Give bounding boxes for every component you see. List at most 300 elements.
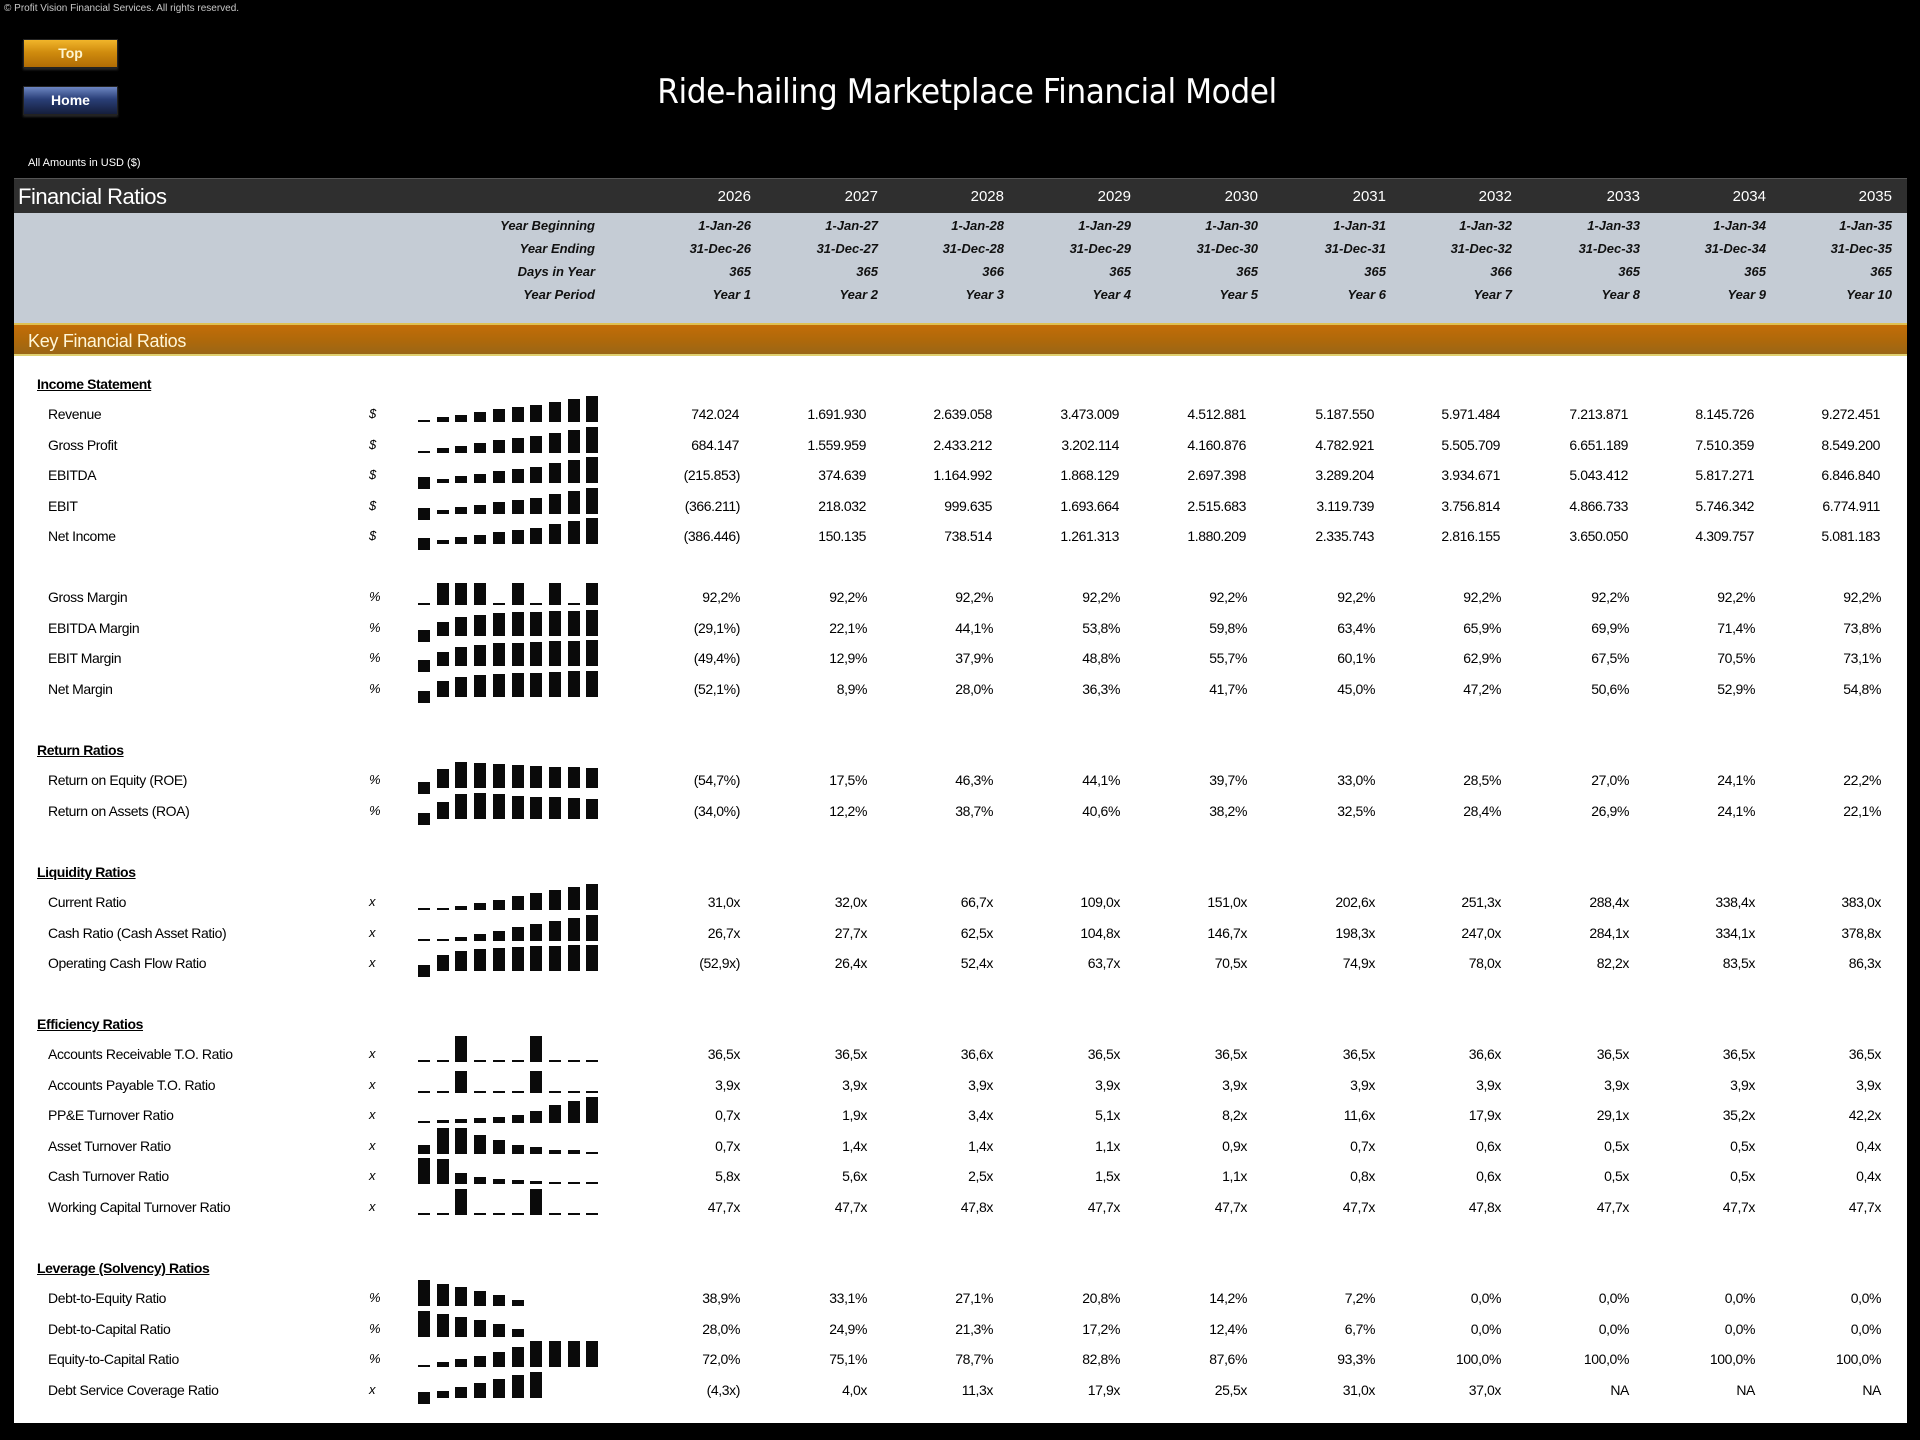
sparkline-bar: [530, 1036, 542, 1062]
sparkline-bar: [512, 583, 524, 605]
value-ebitda-margin-2027: 22,1%: [829, 619, 867, 636]
value-net-margin-2027: 8,9%: [836, 680, 867, 697]
value-ebitda-margin-2031: 63,4%: [1337, 619, 1375, 636]
value-gross-margin-2035: 92,2%: [1843, 589, 1881, 605]
row-label-ebit: EBIT: [48, 497, 78, 514]
sparkline-bar: [455, 762, 467, 788]
sparkline-bar: [455, 1317, 467, 1337]
sparkline-bar: [512, 407, 524, 422]
value-accounts-payable-t-o-ratio-2030: 3,9x: [1222, 1076, 1247, 1093]
value-debt-service-coverage-ratio-2031: 31,0x: [1342, 1381, 1375, 1398]
sparkline-bar: [568, 887, 580, 910]
value-accounts-receivable-t-o-ratio-2033: 36,5x: [1596, 1046, 1629, 1062]
sparkline-bar: [512, 530, 524, 544]
value-debt-to-capital-ratio-2029: 17,2%: [1082, 1320, 1120, 1337]
value-ebitda-2033: 5.043.412: [1569, 467, 1628, 483]
value-return-on-equity-roe-2030: 39,7%: [1209, 772, 1247, 788]
sparkline-bar: [530, 946, 542, 971]
value-ebit-margin-2031: 60,1%: [1337, 650, 1375, 666]
value-cash-turnover-ratio-2027: 5,6x: [842, 1168, 867, 1184]
sparkline-bar: [568, 641, 580, 666]
value-current-ratio-2028: 66,7x: [960, 894, 993, 910]
sparkline-bar: [474, 615, 486, 636]
sparkline-bar: [455, 647, 467, 666]
sparkline-bar: [586, 915, 598, 941]
sparkline-bar: [474, 1320, 486, 1337]
sparkline-bar: [437, 939, 449, 941]
value-ebit-2032: 3.756.814: [1441, 497, 1500, 514]
meta-days-in-year-cell: 365: [1870, 264, 1892, 279]
value-accounts-receivable-t-o-ratio-2026: 36,5x: [707, 1046, 740, 1062]
value-equity-to-capital-ratio-2030: 87,6%: [1209, 1351, 1247, 1367]
meta-year-ending-cell: 31-Dec-32: [1450, 241, 1512, 256]
value-return-on-assets-roa-2029: 40,6%: [1082, 802, 1120, 819]
value-revenue-2034: 8.145.726: [1695, 406, 1754, 422]
sparkline-bar: [418, 1060, 430, 1062]
sparkline-bar: [586, 1091, 598, 1093]
meta-label-year-period: Year Period: [523, 287, 595, 302]
sparkline-bar: [568, 521, 580, 544]
value-accounts-payable-t-o-ratio-2031: 3,9x: [1350, 1076, 1375, 1093]
unit-current-ratio: x: [369, 894, 376, 909]
value-gross-margin-2026: 92,2%: [702, 589, 740, 605]
meta-year-ending-cell: 31-Dec-27: [816, 241, 878, 256]
value-current-ratio-2033: 288,4x: [1589, 894, 1629, 910]
sparkline-bar: [512, 500, 524, 514]
sparkline-bar: [418, 908, 430, 910]
value-accounts-payable-t-o-ratio-2032: 3,9x: [1476, 1076, 1501, 1093]
value-ebitda-2034: 5.817.271: [1695, 467, 1754, 483]
value-debt-to-capital-ratio-2027: 24,9%: [829, 1320, 867, 1337]
value-working-capital-turnover-ratio-2034: 47,7x: [1722, 1198, 1755, 1215]
value-working-capital-turnover-ratio-2030: 47,7x: [1214, 1198, 1247, 1215]
meta-year-period-cell: Year 6: [1347, 287, 1386, 302]
year-header-2035: 2035: [1858, 188, 1892, 205]
value-debt-service-coverage-ratio-2034: NA: [1736, 1381, 1755, 1398]
sparkline-bar: [418, 1365, 430, 1367]
unit-ebit: $: [369, 497, 377, 513]
unit-cash-turnover-ratio: x: [369, 1168, 376, 1183]
sparkline-bar: [530, 893, 542, 910]
unit-debt-to-capital-ratio: %: [369, 1320, 381, 1336]
sparkline-bar: [530, 467, 542, 483]
sparkline-pp-e-turnover-ratio: [418, 1097, 600, 1123]
meta-year-period-cell: Year 3: [965, 287, 1004, 302]
value-debt-to-equity-ratio-2034: 0,0%: [1724, 1290, 1755, 1306]
sparkline-bar: [586, 1341, 598, 1367]
sparkline-bar: [474, 1118, 486, 1123]
sparkline-bar: [437, 1091, 449, 1093]
meta-year-period-cell: Year 5: [1219, 287, 1258, 302]
value-working-capital-turnover-ratio-2033: 47,7x: [1596, 1198, 1629, 1215]
sparkline-bar: [568, 918, 580, 941]
row-label-debt-service-coverage-ratio: Debt Service Coverage Ratio: [48, 1381, 219, 1398]
meta-year-beginning-cell: 1-Jan-30: [1205, 218, 1258, 233]
sparkline-bar: [493, 1295, 505, 1306]
value-ebitda-2027: 374.639: [818, 467, 866, 483]
value-return-on-assets-roa-2030: 38,2%: [1209, 802, 1247, 819]
meta-year-beginning-cell: 1-Jan-33: [1587, 218, 1640, 233]
value-ebitda-2030: 2.697.398: [1187, 467, 1246, 483]
sparkline-bar: [437, 1314, 449, 1337]
sparkline-bar: [493, 471, 505, 483]
sparkline-ebitda: [418, 457, 600, 483]
sparkline-bar: [418, 451, 430, 453]
unit-ebitda-margin: %: [369, 619, 381, 635]
value-asset-turnover-ratio-2032: 0,6x: [1476, 1137, 1501, 1154]
value-return-on-assets-roa-2032: 28,4%: [1463, 802, 1501, 819]
sparkline-bar: [586, 1060, 598, 1062]
sparkline-gross-margin: [418, 579, 600, 605]
meta-year-period-cell: Year 9: [1727, 287, 1766, 302]
value-asset-turnover-ratio-2026: 0,7x: [715, 1137, 740, 1154]
sparkline-bar: [530, 1372, 542, 1398]
meta-year-beginning-cell: 1-Jan-31: [1333, 218, 1386, 233]
meta-year-period-cell: Year 1: [712, 287, 751, 302]
sparkline-bar: [549, 1341, 561, 1367]
sparkline-bar: [493, 1213, 505, 1215]
sparkline-bar: [586, 457, 598, 483]
year-header-2032: 2032: [1478, 188, 1512, 205]
sparkline-bar: [568, 430, 580, 453]
sparkline-bar: [586, 671, 598, 697]
sparkline-bar: [530, 766, 542, 788]
sparkline-bar: [512, 1213, 524, 1215]
home-button[interactable]: Home: [23, 86, 118, 115]
value-debt-service-coverage-ratio-2035: NA: [1862, 1381, 1881, 1398]
value-return-on-equity-roe-2026: (54,7%): [693, 772, 740, 788]
sparkline-bar: [474, 1356, 486, 1367]
sparkline-bar: [568, 1341, 580, 1367]
sparkline-bar: [512, 643, 524, 666]
value-return-on-assets-roa-2031: 32,5%: [1337, 802, 1375, 819]
sparkline-bar: [549, 921, 561, 941]
sparkline-return-on-equity-roe: [418, 762, 600, 788]
unit-ebitda: $: [369, 467, 377, 482]
sparkline-bar: [530, 1189, 542, 1215]
value-debt-service-coverage-ratio-2027: 4,0x: [842, 1381, 867, 1398]
value-revenue-2026: 742.024: [691, 406, 739, 422]
value-net-margin-2028: 28,0%: [955, 680, 993, 697]
value-cash-ratio-cash-asset-ratio-2030: 146,7x: [1207, 924, 1247, 941]
sparkline-bar: [474, 583, 486, 605]
value-accounts-payable-t-o-ratio-2035: 3,9x: [1856, 1076, 1881, 1093]
value-ebitda-2035: 6.846.840: [1821, 467, 1880, 483]
sparkline-bar: [474, 1291, 486, 1306]
value-asset-turnover-ratio-2031: 0,7x: [1350, 1137, 1375, 1154]
value-net-income-2027: 150.135: [818, 528, 866, 544]
value-pp-e-turnover-ratio-2026: 0,7x: [715, 1107, 740, 1123]
meta-days-in-year-cell: 365: [1618, 264, 1640, 279]
value-current-ratio-2035: 383,0x: [1841, 894, 1881, 910]
value-gross-margin-2027: 92,2%: [829, 589, 867, 605]
sparkline-bar: [474, 1383, 486, 1398]
sparkline-bar: [549, 1060, 561, 1062]
sparkline-bar: [568, 798, 580, 819]
value-ebit-margin-2028: 37,9%: [955, 650, 993, 666]
sparkline-bar: [530, 1341, 542, 1367]
value-net-income-2035: 5.081.183: [1821, 528, 1880, 544]
sparkline-return-on-assets-roa: [418, 793, 600, 819]
value-ebitda-margin-2034: 71,4%: [1717, 619, 1755, 636]
value-ebitda-margin-2026: (29,1%): [693, 619, 740, 636]
sparkline-bar: [586, 1213, 598, 1215]
value-asset-turnover-ratio-2027: 1,4x: [842, 1137, 867, 1154]
sparkline-bar: [493, 764, 505, 788]
sparkline-bar: [474, 793, 486, 819]
sparkline-bar: [568, 399, 580, 422]
sparkline-bar: [474, 1135, 486, 1154]
value-pp-e-turnover-ratio-2035: 42,2x: [1848, 1107, 1881, 1123]
sparkline-bar: [493, 1117, 505, 1123]
value-cash-turnover-ratio-2031: 0,8x: [1350, 1168, 1375, 1184]
sparkline-bar: [455, 617, 467, 636]
meta-days-in-year-cell: 366: [982, 264, 1004, 279]
value-cash-turnover-ratio-2030: 1,1x: [1222, 1168, 1247, 1184]
value-current-ratio-2027: 32,0x: [834, 894, 867, 910]
value-cash-ratio-cash-asset-ratio-2028: 62,5x: [960, 924, 993, 941]
meta-year-period-cell: Year 7: [1473, 287, 1512, 302]
sparkline-debt-to-capital-ratio: [418, 1311, 600, 1337]
row-label-current-ratio: Current Ratio: [48, 894, 127, 910]
value-debt-to-capital-ratio-2031: 6,7%: [1344, 1320, 1375, 1337]
sparkline-bar: [586, 1152, 598, 1154]
value-return-on-equity-roe-2034: 24,1%: [1717, 772, 1755, 788]
sparkline-bar: [437, 479, 449, 483]
sparkline-bar: [530, 612, 542, 636]
value-return-on-assets-roa-2035: 22,1%: [1843, 802, 1881, 819]
value-gross-profit-2030: 4.160.876: [1187, 436, 1246, 453]
value-cash-ratio-cash-asset-ratio-2034: 334,1x: [1715, 924, 1755, 941]
value-net-margin-2030: 41,7%: [1209, 680, 1247, 697]
value-ebitda-2028: 1.164.992: [933, 467, 992, 483]
meta-days-in-year-cell: 365: [1109, 264, 1131, 279]
value-ebitda-margin-2028: 44,1%: [955, 619, 993, 636]
value-revenue-2027: 1.691.930: [807, 406, 866, 422]
value-debt-to-equity-ratio-2035: 0,0%: [1850, 1290, 1881, 1306]
sparkline-bar: [418, 965, 430, 977]
unit-net-margin: %: [369, 680, 381, 696]
value-cash-turnover-ratio-2033: 0,5x: [1604, 1168, 1629, 1184]
sparkline-bar: [455, 1287, 467, 1306]
value-ebit-2029: 1.693.664: [1060, 497, 1119, 514]
sparkline-bar: [586, 1097, 598, 1123]
sparkline-net-margin: [418, 671, 600, 697]
sparkline-bar: [568, 945, 580, 971]
value-working-capital-turnover-ratio-2028: 47,8x: [960, 1198, 993, 1215]
sparkline-bar: [549, 641, 561, 666]
value-net-margin-2029: 36,3%: [1082, 680, 1120, 697]
value-gross-profit-2035: 8.549.200: [1821, 436, 1880, 453]
value-ebitda-2031: 3.289.204: [1315, 467, 1374, 483]
meta-year-period-cell: Year 8: [1601, 287, 1640, 302]
sparkline-bar: [437, 681, 449, 697]
sparkline-bar: [530, 498, 542, 514]
value-ebit-margin-2030: 55,7%: [1209, 650, 1247, 666]
section-header-efficiency-ratios: Efficiency Ratios: [37, 1016, 144, 1032]
value-debt-to-capital-ratio-2033: 0,0%: [1598, 1320, 1629, 1337]
meta-year-ending-cell: 31-Dec-28: [942, 241, 1004, 256]
sparkline-bar: [530, 436, 542, 453]
sparkline-bar: [455, 906, 467, 910]
meta-year-period-cell: Year 2: [839, 287, 878, 302]
sparkline-bar: [474, 1091, 486, 1093]
sparkline-bar: [437, 1391, 449, 1398]
key-ratios-title: Key Financial Ratios: [28, 331, 187, 351]
sparkline-bar: [512, 896, 524, 910]
value-return-on-assets-roa-2028: 38,7%: [955, 802, 993, 819]
sparkline-bar: [512, 1060, 524, 1062]
sparkline-bar: [418, 1213, 430, 1215]
sparkline-bar: [568, 611, 580, 636]
value-asset-turnover-ratio-2033: 0,5x: [1604, 1137, 1629, 1154]
sparkline-bar: [493, 1352, 505, 1367]
sparkline-net-income: [418, 518, 600, 544]
meta-days-in-year-cell: 365: [1364, 264, 1386, 279]
sparkline-bar: [493, 613, 505, 636]
sparkline-bar: [530, 797, 542, 819]
value-cash-turnover-ratio-2034: 0,5x: [1730, 1168, 1755, 1184]
value-debt-to-equity-ratio-2029: 20,8%: [1082, 1290, 1120, 1306]
sparkline-bar: [437, 510, 449, 514]
sparkline-bar: [586, 427, 598, 453]
row-label-accounts-receivable-t-o-ratio: Accounts Receivable T.O. Ratio: [48, 1046, 233, 1062]
unit-return-on-assets-roa: %: [369, 802, 381, 818]
value-current-ratio-2034: 338,4x: [1715, 894, 1755, 910]
sparkline-ebit-margin: [418, 640, 600, 666]
value-return-on-assets-roa-2027: 12,2%: [829, 802, 867, 819]
sparkline-bar: [568, 1060, 580, 1062]
sparkline-bar: [493, 1140, 505, 1154]
sparkline-bar: [493, 948, 505, 971]
sparkline-bar: [437, 802, 449, 819]
section-header-income-statement: Income Statement: [37, 376, 152, 392]
top-button[interactable]: Top: [23, 39, 118, 68]
value-accounts-receivable-t-o-ratio-2027: 36,5x: [834, 1046, 867, 1062]
sparkline-bar: [586, 488, 598, 514]
value-debt-to-equity-ratio-2028: 27,1%: [955, 1290, 993, 1306]
value-gross-margin-2030: 92,2%: [1209, 589, 1247, 605]
value-cash-turnover-ratio-2028: 2,5x: [968, 1168, 993, 1184]
sparkline-bar: [493, 794, 505, 819]
meta-days-in-year-cell: 365: [1744, 264, 1766, 279]
value-working-capital-turnover-ratio-2035: 47,7x: [1848, 1198, 1881, 1215]
value-equity-to-capital-ratio-2032: 100,0%: [1455, 1351, 1501, 1367]
value-equity-to-capital-ratio-2026: 72,0%: [702, 1351, 740, 1367]
meta-year-ending-cell: 31-Dec-29: [1069, 241, 1131, 256]
value-pp-e-turnover-ratio-2029: 5,1x: [1095, 1107, 1120, 1123]
sparkline-bar: [568, 1213, 580, 1215]
meta-year-beginning-cell: 1-Jan-27: [825, 218, 878, 233]
value-net-income-2031: 2.335.743: [1315, 528, 1374, 544]
sparkline-bar: [493, 1179, 505, 1184]
value-gross-profit-2033: 6.651.189: [1569, 436, 1628, 453]
value-return-on-equity-roe-2031: 33,0%: [1337, 772, 1375, 788]
value-cash-ratio-cash-asset-ratio-2033: 284,1x: [1589, 924, 1629, 941]
section-header-leverage-solvency-ratios: Leverage (Solvency) Ratios: [37, 1260, 210, 1276]
sparkline-bar: [474, 903, 486, 910]
sparkline-bar: [568, 603, 580, 605]
sparkline-bar: [418, 691, 430, 703]
value-return-on-assets-roa-2026: (34,0%): [693, 802, 740, 819]
value-operating-cash-flow-ratio-2032: 78,0x: [1468, 955, 1501, 971]
sparkline-bar: [549, 494, 561, 514]
sparkline-bar: [512, 1180, 524, 1184]
value-ebitda-margin-2035: 73,8%: [1843, 619, 1881, 636]
sparkline-bar: [418, 1311, 430, 1337]
value-gross-margin-2031: 92,2%: [1337, 589, 1375, 605]
row-label-ebitda-margin: EBITDA Margin: [48, 619, 140, 636]
sparkline-bar: [568, 460, 580, 483]
unit-accounts-payable-t-o-ratio: x: [369, 1076, 376, 1092]
sparkline-bar: [549, 402, 561, 422]
value-ebit-margin-2035: 73,1%: [1843, 650, 1881, 666]
sparkline-bar: [512, 1115, 524, 1123]
value-cash-turnover-ratio-2029: 1,5x: [1095, 1168, 1120, 1184]
row-label-ebitda: EBITDA: [48, 467, 97, 483]
sparkline-bar: [530, 642, 542, 666]
sparkline-bar: [586, 640, 598, 666]
sparkline-bar: [493, 931, 505, 941]
year-header-2030: 2030: [1224, 188, 1258, 205]
value-working-capital-turnover-ratio-2032: 47,8x: [1468, 1198, 1501, 1215]
meta-year-beginning-cell: 1-Jan-29: [1078, 218, 1131, 233]
sparkline-bar: [455, 1359, 467, 1367]
value-current-ratio-2032: 251,3x: [1461, 894, 1501, 910]
sparkline-bar: [437, 1284, 449, 1306]
value-net-income-2034: 4.309.757: [1695, 528, 1754, 544]
sparkline-bar: [512, 1347, 524, 1367]
sparkline-bar: [512, 1329, 524, 1337]
sparkline-ebit: [418, 488, 600, 514]
sparkline-bar: [455, 537, 467, 544]
sparkline-bar: [586, 1182, 598, 1184]
value-revenue-2033: 7.213.871: [1569, 406, 1628, 422]
value-gross-profit-2028: 2.433.212: [933, 436, 992, 453]
sparkline-bar: [474, 949, 486, 971]
value-revenue-2030: 4.512.881: [1187, 406, 1246, 422]
value-gross-profit-2031: 4.782.921: [1315, 436, 1374, 453]
value-revenue-2028: 2.639.058: [933, 406, 992, 422]
sparkline-bar: [418, 939, 430, 941]
meta-year-period-cell: Year 4: [1092, 287, 1131, 302]
value-working-capital-turnover-ratio-2031: 47,7x: [1342, 1198, 1375, 1215]
row-label-asset-turnover-ratio: Asset Turnover Ratio: [48, 1137, 171, 1154]
sparkline-bar: [530, 1147, 542, 1154]
row-label-accounts-payable-t-o-ratio: Accounts Payable T.O. Ratio: [48, 1076, 216, 1093]
meta-year-ending-cell: 31-Dec-34: [1704, 241, 1766, 256]
sparkline-debt-to-equity-ratio: [418, 1280, 600, 1306]
value-return-on-equity-roe-2033: 27,0%: [1591, 772, 1629, 788]
sparkline-bar: [474, 1177, 486, 1184]
sparkline-bar: [493, 1060, 505, 1062]
value-operating-cash-flow-ratio-2029: 63,7x: [1087, 955, 1120, 971]
sparkline-bar: [437, 448, 449, 453]
sparkline-bar: [455, 1119, 467, 1123]
sparkline-bar: [493, 603, 505, 605]
row-label-equity-to-capital-ratio: Equity-to-Capital Ratio: [48, 1351, 179, 1367]
sparkline-bar: [418, 538, 430, 550]
sparkline-bar: [455, 415, 467, 422]
sparkline-bar: [437, 622, 449, 636]
sparkline-bar: [437, 1159, 449, 1184]
sparkline-bar: [549, 1182, 561, 1184]
unit-working-capital-turnover-ratio: x: [369, 1198, 376, 1214]
value-revenue-2035: 9.272.451: [1821, 406, 1880, 422]
sparkline-bar: [437, 1120, 449, 1123]
meta-year-ending-cell: 31-Dec-33: [1578, 241, 1640, 256]
row-label-gross-profit: Gross Profit: [48, 436, 118, 453]
